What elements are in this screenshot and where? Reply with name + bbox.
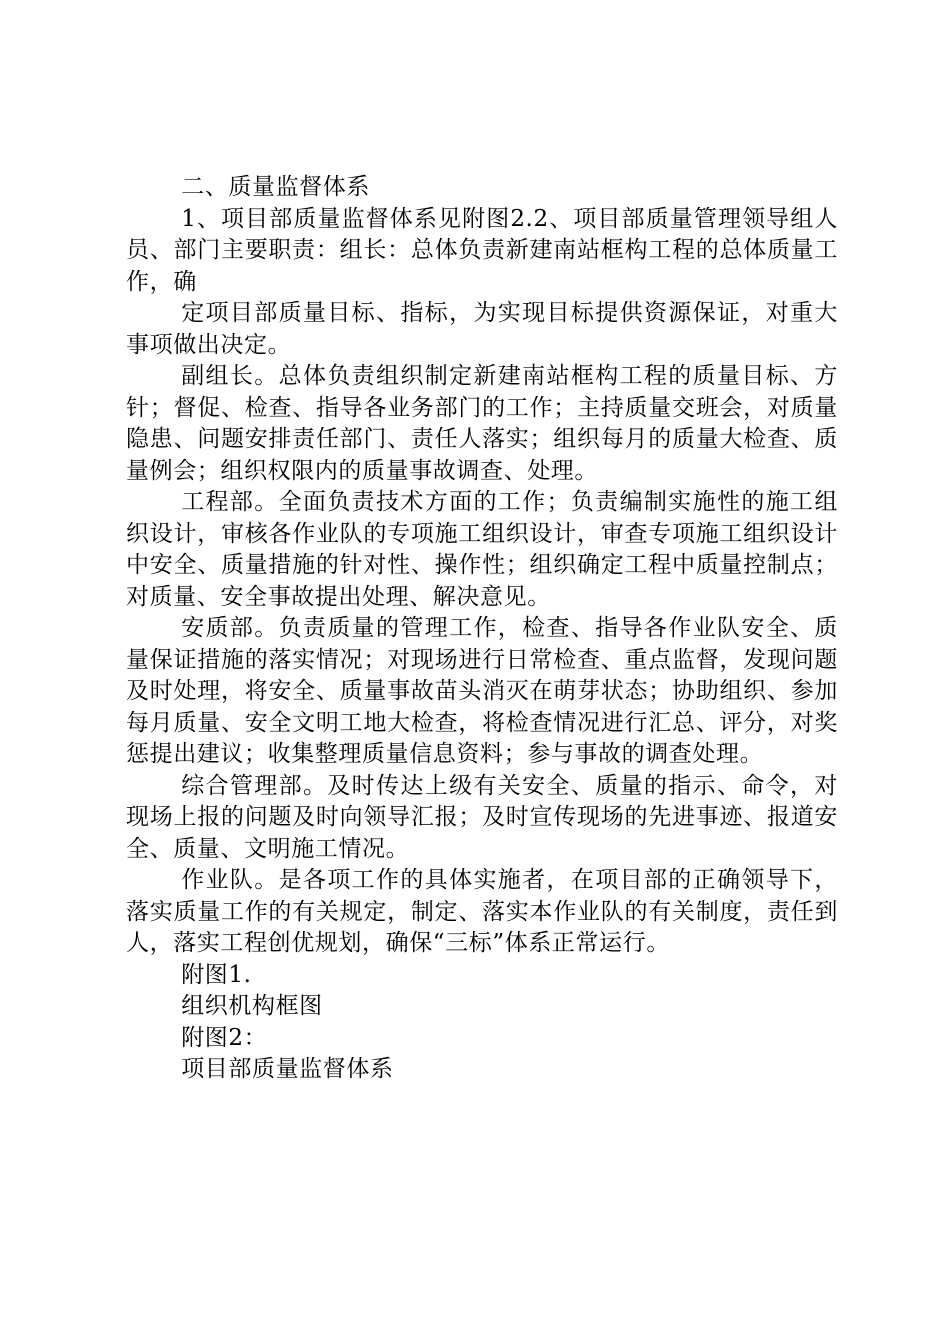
paragraph-work-team: 作业队。是各项工作的具体实施者，在项目部的正确领导下，落实质量工作的有关规定，制定、落实本作业队的有关制度，责任到人，落实工程创优规划，确保“三标”体系正常运行。 xyxy=(126,867,838,956)
appendix-figure-2-title: 项目部质量监督体系 xyxy=(181,1056,394,1082)
section-heading: 二、质量监督体系 xyxy=(181,174,370,200)
paragraph-engineering-dept: 工程部。全面负责技术方面的工作；负责编制实施性的施工组织设计，审核各作业队的专项施工组织设计，审查专项施工组织设计中安全、质量措施的针对性、操作性；组织确定工程中质量控制点；对质量、安全事故提出处理、解决意见。 xyxy=(126,489,838,610)
paragraph-intro-continued: 定项目部质量目标、指标，为实现目标提供资源保证，对重大事项做出决定。 xyxy=(126,300,838,358)
document-body xyxy=(126,172,838,1086)
paragraph-intro: 1、项目部质量监督体系见附图2.2、项目部质量管理领导组人员、部门主要职责：组长：总体负责新建南站框构工程的总体质量工作，确 xyxy=(126,205,838,295)
appendix-figure-1-label: 附图1. xyxy=(181,961,252,988)
paragraph-deputy-leader: 副组长。总体负责组织制定新建南站框构工程的质量目标、方针；督促、检查、指导各业务部门的工作；主持质量交班会，对质量隐患、问题安排责任部门、责任人落实；组织每月的质量大检查、质量例会；组织权限内的质量事故调查、处理。 xyxy=(126,363,838,484)
paragraph-safety-quality-dept: 安质部。负责质量的管理工作，检查、指导各作业队安全、质量保证措施的落实情况；对现场进行日常检查、重点监督，发现问题及时处理，将安全、质量事故苗头消灭在萌芽状态；协助组织、参加每月质量、安全文明工地大检查，将检查情况进行汇总、评分，对奖惩提出建议；收集整理质量信息资料；参与事故的调查处理。 xyxy=(126,615,838,767)
appendix-figure-1-title: 组织机构框图 xyxy=(181,993,323,1019)
appendix-figure-2-label: 附图2： xyxy=(181,1024,268,1051)
paragraph-general-management-dept: 综合管理部。及时传达上级有关安全、质量的指示、命令，对现场上报的问题及时向领导汇报；及时宣传现场的先进事迹、报道安全、质量、文明施工情况。 xyxy=(126,772,838,862)
